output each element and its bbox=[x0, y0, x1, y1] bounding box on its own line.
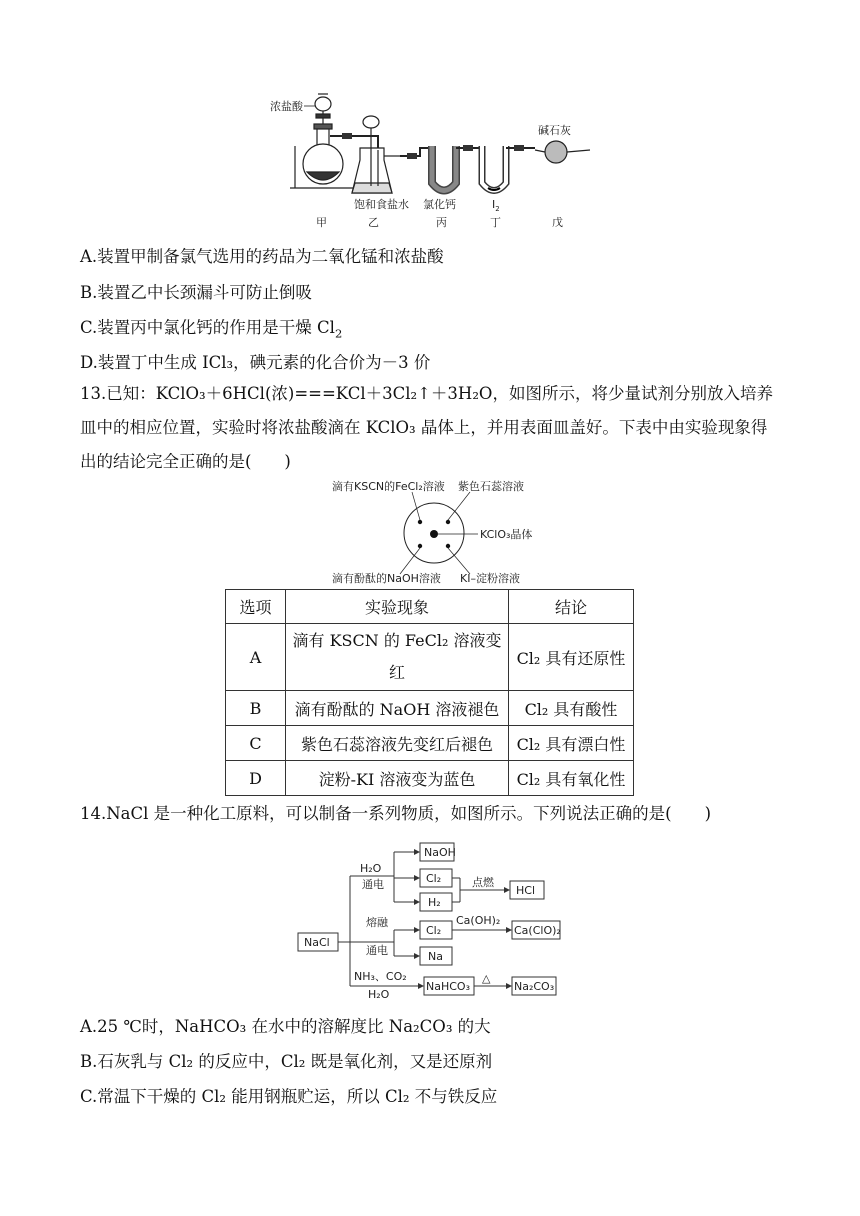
row-d-phenomenon: 淀粉-KI 溶液变为蓝色 bbox=[286, 761, 509, 796]
q12-option-b: B.装置乙中长颈漏斗可防止倒吸 bbox=[80, 283, 312, 302]
row-c-phenomenon: 紫色石蕊溶液先变红后褪色 bbox=[286, 726, 509, 761]
cl2-a-label: Cl₂ bbox=[426, 872, 442, 885]
q14-option-b: B.石灰乳与 Cl₂ 的反应中，Cl₂ 既是氧化剂，又是还原剂 bbox=[80, 1052, 493, 1071]
q12-option-c: C.装置丙中氯化钙的作用是干燥 $Cl_2$ bbox=[80, 318, 343, 341]
unit-jia: 甲 bbox=[316, 216, 327, 229]
q14-question-text: 14.NaCl 是一种化工原料，可以制备一系列物质，如图所示。下列说法正确的是( ) bbox=[80, 804, 712, 823]
petri-dish-figure bbox=[330, 478, 540, 586]
cond3-bottom: H₂O bbox=[368, 988, 390, 1001]
row-b-conclusion: Cl₂ 具有酸性 bbox=[509, 691, 634, 726]
dropping-funnel bbox=[314, 94, 332, 130]
unit-ding: 丁 bbox=[490, 216, 501, 229]
header-conclusion: 结论 bbox=[509, 590, 634, 624]
row-d-option: D bbox=[226, 761, 286, 796]
row-b-option: B bbox=[226, 691, 286, 726]
row-a-phenomenon: 滴有 KSCN 的 FeCl₂ 溶液变红 bbox=[286, 624, 509, 691]
dish-label-ki-starch: KI–淀粉溶液 bbox=[460, 572, 520, 585]
nacl-label: NaCl bbox=[304, 936, 330, 949]
hcl-label: HCl bbox=[516, 884, 536, 897]
saturated-brine-label: 饱和食盐水 bbox=[354, 198, 409, 211]
table-row bbox=[226, 624, 634, 691]
cond2-top: 熔融 bbox=[366, 916, 388, 929]
nacl-flow-diagram bbox=[296, 838, 562, 1002]
cond2-bottom: 通电 bbox=[366, 944, 388, 957]
table-row bbox=[226, 761, 634, 796]
row-b-phenomenon: 滴有酚酞的 NaOH 溶液褪色 bbox=[286, 691, 509, 726]
dish-label-kclo3: KClO₃晶体 bbox=[480, 528, 533, 541]
row-c-conclusion: Cl₂ 具有漂白性 bbox=[509, 726, 634, 761]
row-a-option: A bbox=[226, 624, 286, 691]
cacl2-label: 氯化钙 bbox=[423, 198, 456, 211]
q13-results-table bbox=[225, 589, 634, 796]
cond3-top: NH₃、CO₂ bbox=[354, 970, 407, 983]
caoh2-label: Ca(OH)₂ bbox=[456, 914, 501, 927]
dish-label-kscn-fecl2: 滴有KSCN的FeCl₂溶液 bbox=[332, 480, 445, 493]
i2-label: $I_2$ bbox=[492, 198, 500, 213]
q14-option-a: A.25 ℃时，NaHCO₃ 在水中的溶解度比 Na₂CO₃ 的大 bbox=[80, 1017, 491, 1036]
na-label: Na bbox=[428, 950, 443, 963]
row-d-conclusion: Cl₂ 具有氧化性 bbox=[509, 761, 634, 796]
nahco3-label: NaHCO₃ bbox=[426, 980, 470, 993]
q13-question-text: 13.已知：KClO₃＋6HCl(浓)===KCl＋3Cl₂↑＋3H₂O，如图所示，将少量试剂分别放入培养皿中的相应位置，实验时将浓盐酸滴在 KClO₃ 晶体上，并用表面皿盖好。下表中由实验现象得出的结论完全正确的是( ) bbox=[80, 384, 773, 471]
table-row bbox=[226, 726, 634, 761]
header-phenomenon: 实验现象 bbox=[286, 590, 509, 624]
dish-label-phenolphthalein-naoh: 滴有酚酞的NaOH溶液 bbox=[332, 572, 441, 585]
cond1-top: H₂O bbox=[360, 862, 382, 875]
na2co3-label: Na₂CO₃ bbox=[514, 980, 555, 993]
caclo2-label: Ca(ClO)₂ bbox=[514, 924, 561, 937]
gas-washing-bottle bbox=[352, 116, 400, 193]
unit-wu: 戊 bbox=[552, 216, 563, 229]
chlorine-apparatus-figure bbox=[260, 88, 600, 236]
heat-label: △ bbox=[482, 972, 491, 985]
naoh-label: NaOH bbox=[424, 846, 456, 859]
unit-yi: 乙 bbox=[368, 216, 379, 229]
drying-tube bbox=[535, 141, 590, 163]
cond1-bottom: 通电 bbox=[362, 878, 384, 891]
q12-option-a: A.装置甲制备氯气选用的药品为二氧化锰和浓盐酸 bbox=[80, 247, 444, 266]
u-tube-calcium-chloride bbox=[432, 146, 456, 191]
table-row bbox=[226, 691, 634, 726]
cl2-b-label: Cl₂ bbox=[426, 924, 442, 937]
soda-lime-label: 碱石灰 bbox=[538, 124, 571, 137]
ignite-label: 点燃 bbox=[472, 876, 494, 889]
dish-label-litmus: 紫色石蕊溶液 bbox=[458, 480, 524, 493]
q12-option-d: D.装置丁中生成 ICl₃，碘元素的化合价为－3 价 bbox=[80, 353, 431, 372]
q14-option-c: C.常温下干燥的 Cl₂ 能用钢瓶贮运，所以 Cl₂ 不与铁反应 bbox=[80, 1087, 498, 1106]
unit-bing: 丙 bbox=[436, 216, 447, 229]
conc-hcl-label: 浓盐酸 bbox=[270, 100, 303, 113]
row-a-conclusion: Cl₂ 具有还原性 bbox=[509, 624, 634, 691]
row-c-option: C bbox=[226, 726, 286, 761]
table-header-row bbox=[226, 590, 634, 624]
h2-label: H₂ bbox=[428, 896, 441, 909]
u-tube-iodine bbox=[482, 146, 506, 191]
kclo3-crystal bbox=[430, 530, 438, 538]
header-option: 选项 bbox=[226, 590, 286, 624]
